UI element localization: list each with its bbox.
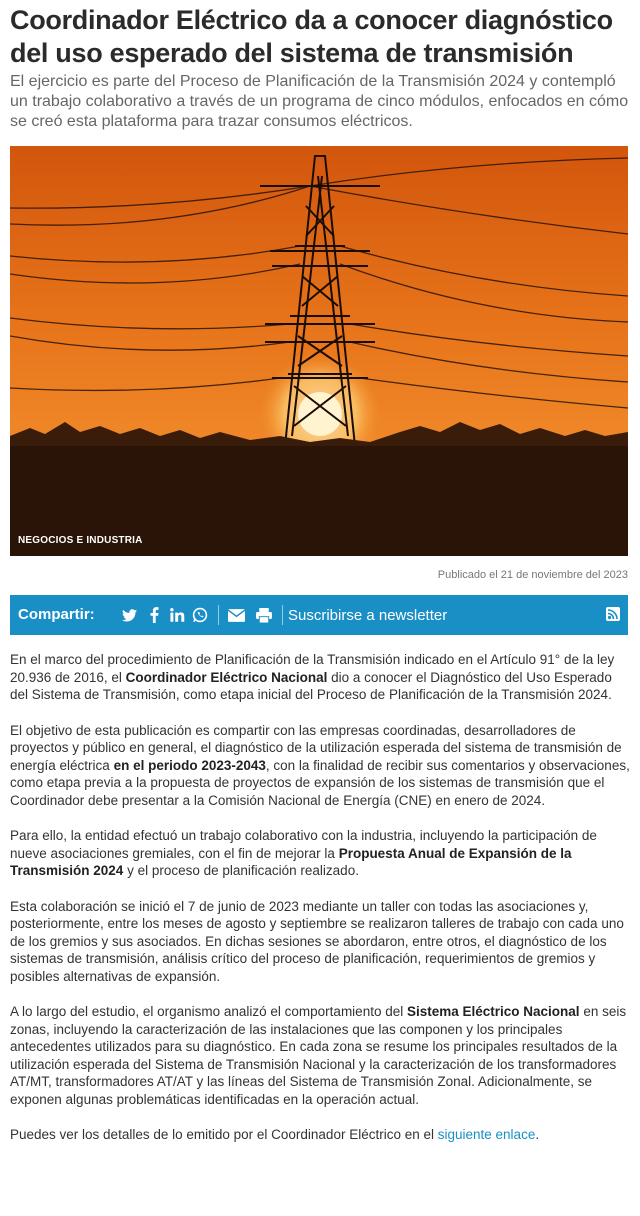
article-lead: El ejercicio es parte del Proceso de Planificación de la Transmisión 2024 y contempló un trabajo colaborativo a través de un programa de cinco módulos, enfocados en cómo se creó esta plataforma para trazar consumos eléctricos. [10, 73, 629, 130]
facebook-icon[interactable] [147, 605, 161, 625]
paragraph: Para ello, la entidad efectuó un trabajo colaborativo con la industria, incluyendo la participación de nueve asociaciones gremiales, con el fin de mejorar la Propuesta Anual de Expansión de la Transmisión 2024 y el proceso de planificación realizado. [10, 828, 597, 878]
paragraph: Puedes ver los detalles de lo emitido por el Coordinador Eléctrico en el siguiente enlace. [10, 1127, 540, 1142]
article-body [10, 651, 630, 1162]
paragraph: A lo largo del estudio, el organismo analizó el comportamiento del Sistema Eléctrico Nacional en seis zonas, incluyendo la caracterización de las instalaciones que las componen y los principales antecedentes utilizados para su diagnóstico. En cada zona se resume los principales resultados de la utilización esperada del Sistema de Transmisión Nacional y la caracterización de los transformadores AT/MT, transformadores AT/AT y las líneas del Sistema de Transmisión Zonal. Adicionalmente, se exponen algunas problemáticas identificadas en la operación actual. [10, 1004, 627, 1107]
twitter-icon[interactable] [120, 605, 138, 625]
article-title: Coordinador Eléctrico da a conocer diagnóstico del uso esperado del sistema de transmisión [10, 5, 613, 68]
sunset-pylon-illustration [10, 146, 628, 556]
publish-date: Publicado el 21 de noviembre del 2023 [437, 569, 628, 581]
details-link[interactable]: siguiente enlace [437, 1127, 536, 1142]
paragraph: En el marco del procedimiento de Planificación de la Transmisión indicado en el Artículo 91° de la ley 20.936 de 2016, el Coordinador Eléctrico Nacional dio a conocer el Diagnóstico del Uso Esperado del Sistema de Transmisión, como etapa inicial del Proceso de Planificación de la Transmisión 2024. [10, 652, 615, 702]
share-divider [218, 605, 219, 625]
newsletter-link[interactable]: Suscribirse a newsletter [288, 607, 448, 624]
paragraph: El objetivo de esta publicación es compartir con las empresas coordinadas, desarrolladores de proyectos y público en general, el diagnóstico de la utilización esperada del sistema de transmisión de energía eléctrica en el periodo 2023-2043, con la finalidad de recibir sus comentarios y observaciones, como etapa previa a la propuesta de proyectos de expansión de los sistemas de transmisión que el Coordinador debe presentar a la Comisión Nacional de Energía (CNE) en enero de 2024. [10, 722, 630, 808]
linkedin-icon[interactable] [168, 605, 186, 625]
category-tag[interactable]: NEGOCIOS E INDUSTRIA [18, 535, 143, 546]
rss-icon[interactable] [606, 607, 620, 621]
whatsapp-icon[interactable] [191, 605, 209, 625]
share-divider [282, 605, 283, 625]
print-icon[interactable] [254, 605, 274, 625]
share-label: Compartir: [18, 606, 95, 623]
paragraph: Esta colaboración se inició el 7 de junio de 2023 mediante un taller con todas las asociaciones y, posteriormente, entre los meses de agosto y septiembre se realizaron talleres de trabajo con cada uno de los gremios y sus asociados. En dichas sesiones se abordaron, entre otros, el diagnóstico de los sistemas de transmisión, análisis crítico del proceso de planificación, requerimientos de gremios y posibles alternativas de expansión. [10, 898, 624, 984]
share-bar [10, 595, 628, 635]
hero-image [10, 146, 628, 556]
email-icon[interactable] [226, 605, 246, 625]
